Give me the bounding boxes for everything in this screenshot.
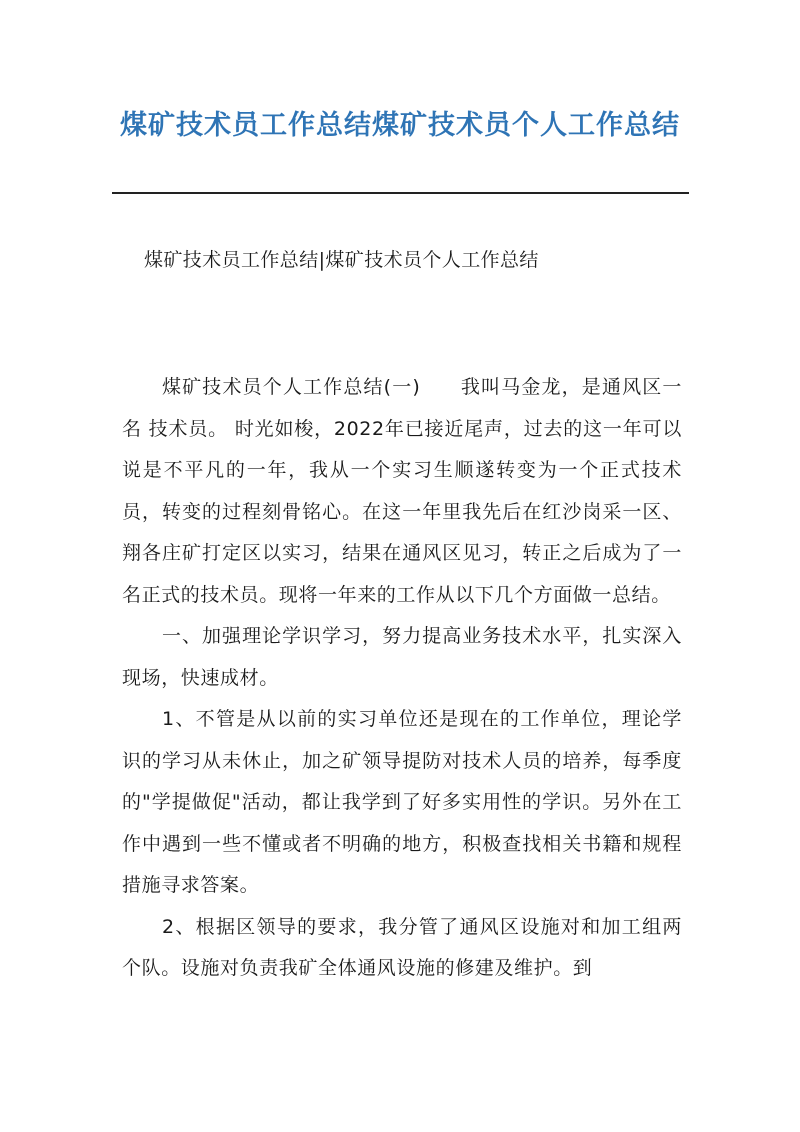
document-subtitle: 煤矿技术员工作总结|煤矿技术员个人工作总结 (144, 249, 539, 271)
document-body (122, 367, 682, 990)
section-one-heading: 一、加强理论学识学习，努力提高业务技术水平，扎实深入现场，快速成材。 (122, 625, 682, 689)
paragraph-point-1: 1、不管是从以前的实习单位还是现在的工作单位，理论学识的学习从未休止，加之矿领导提防对技术人员的培养，每季度的"学提做促"活动，都让我学到了好多实用性的学识。另外在工作中遇到一些不懂或者不明确的地方，积极查找相关书籍和规程措施寻求答案。 (122, 708, 682, 896)
paragraph-point-2: 2、根据区领导的要求，我分管了通风区设施对和加工组两个队。设施对负责我矿全体通风设施的修建及维护。到 (122, 915, 682, 979)
title-divider (112, 192, 689, 194)
intro-text: 我叫马金龙，是通风区一名 技术员。 时光如梭，2022年已接近尾声，过去的这一年可以说是不平凡的一年，我从一个实习生顺遂转变为一个正式技术员，转变的过程刻骨铭心。在这一年里我先后在红沙岗采一区、翔各庄矿打定区以实习，结果在通风区见习，转正之后成为了一名正式的技术员。现将一年来的工作从以下几个方面做一总结。 (122, 376, 682, 606)
intro-paragraph (122, 367, 682, 616)
document-title: 煤矿技术员工作总结煤矿技术员个人工作总结 (120, 110, 680, 141)
section-heading: 煤矿技术员个人工作总结(一) (162, 376, 421, 398)
